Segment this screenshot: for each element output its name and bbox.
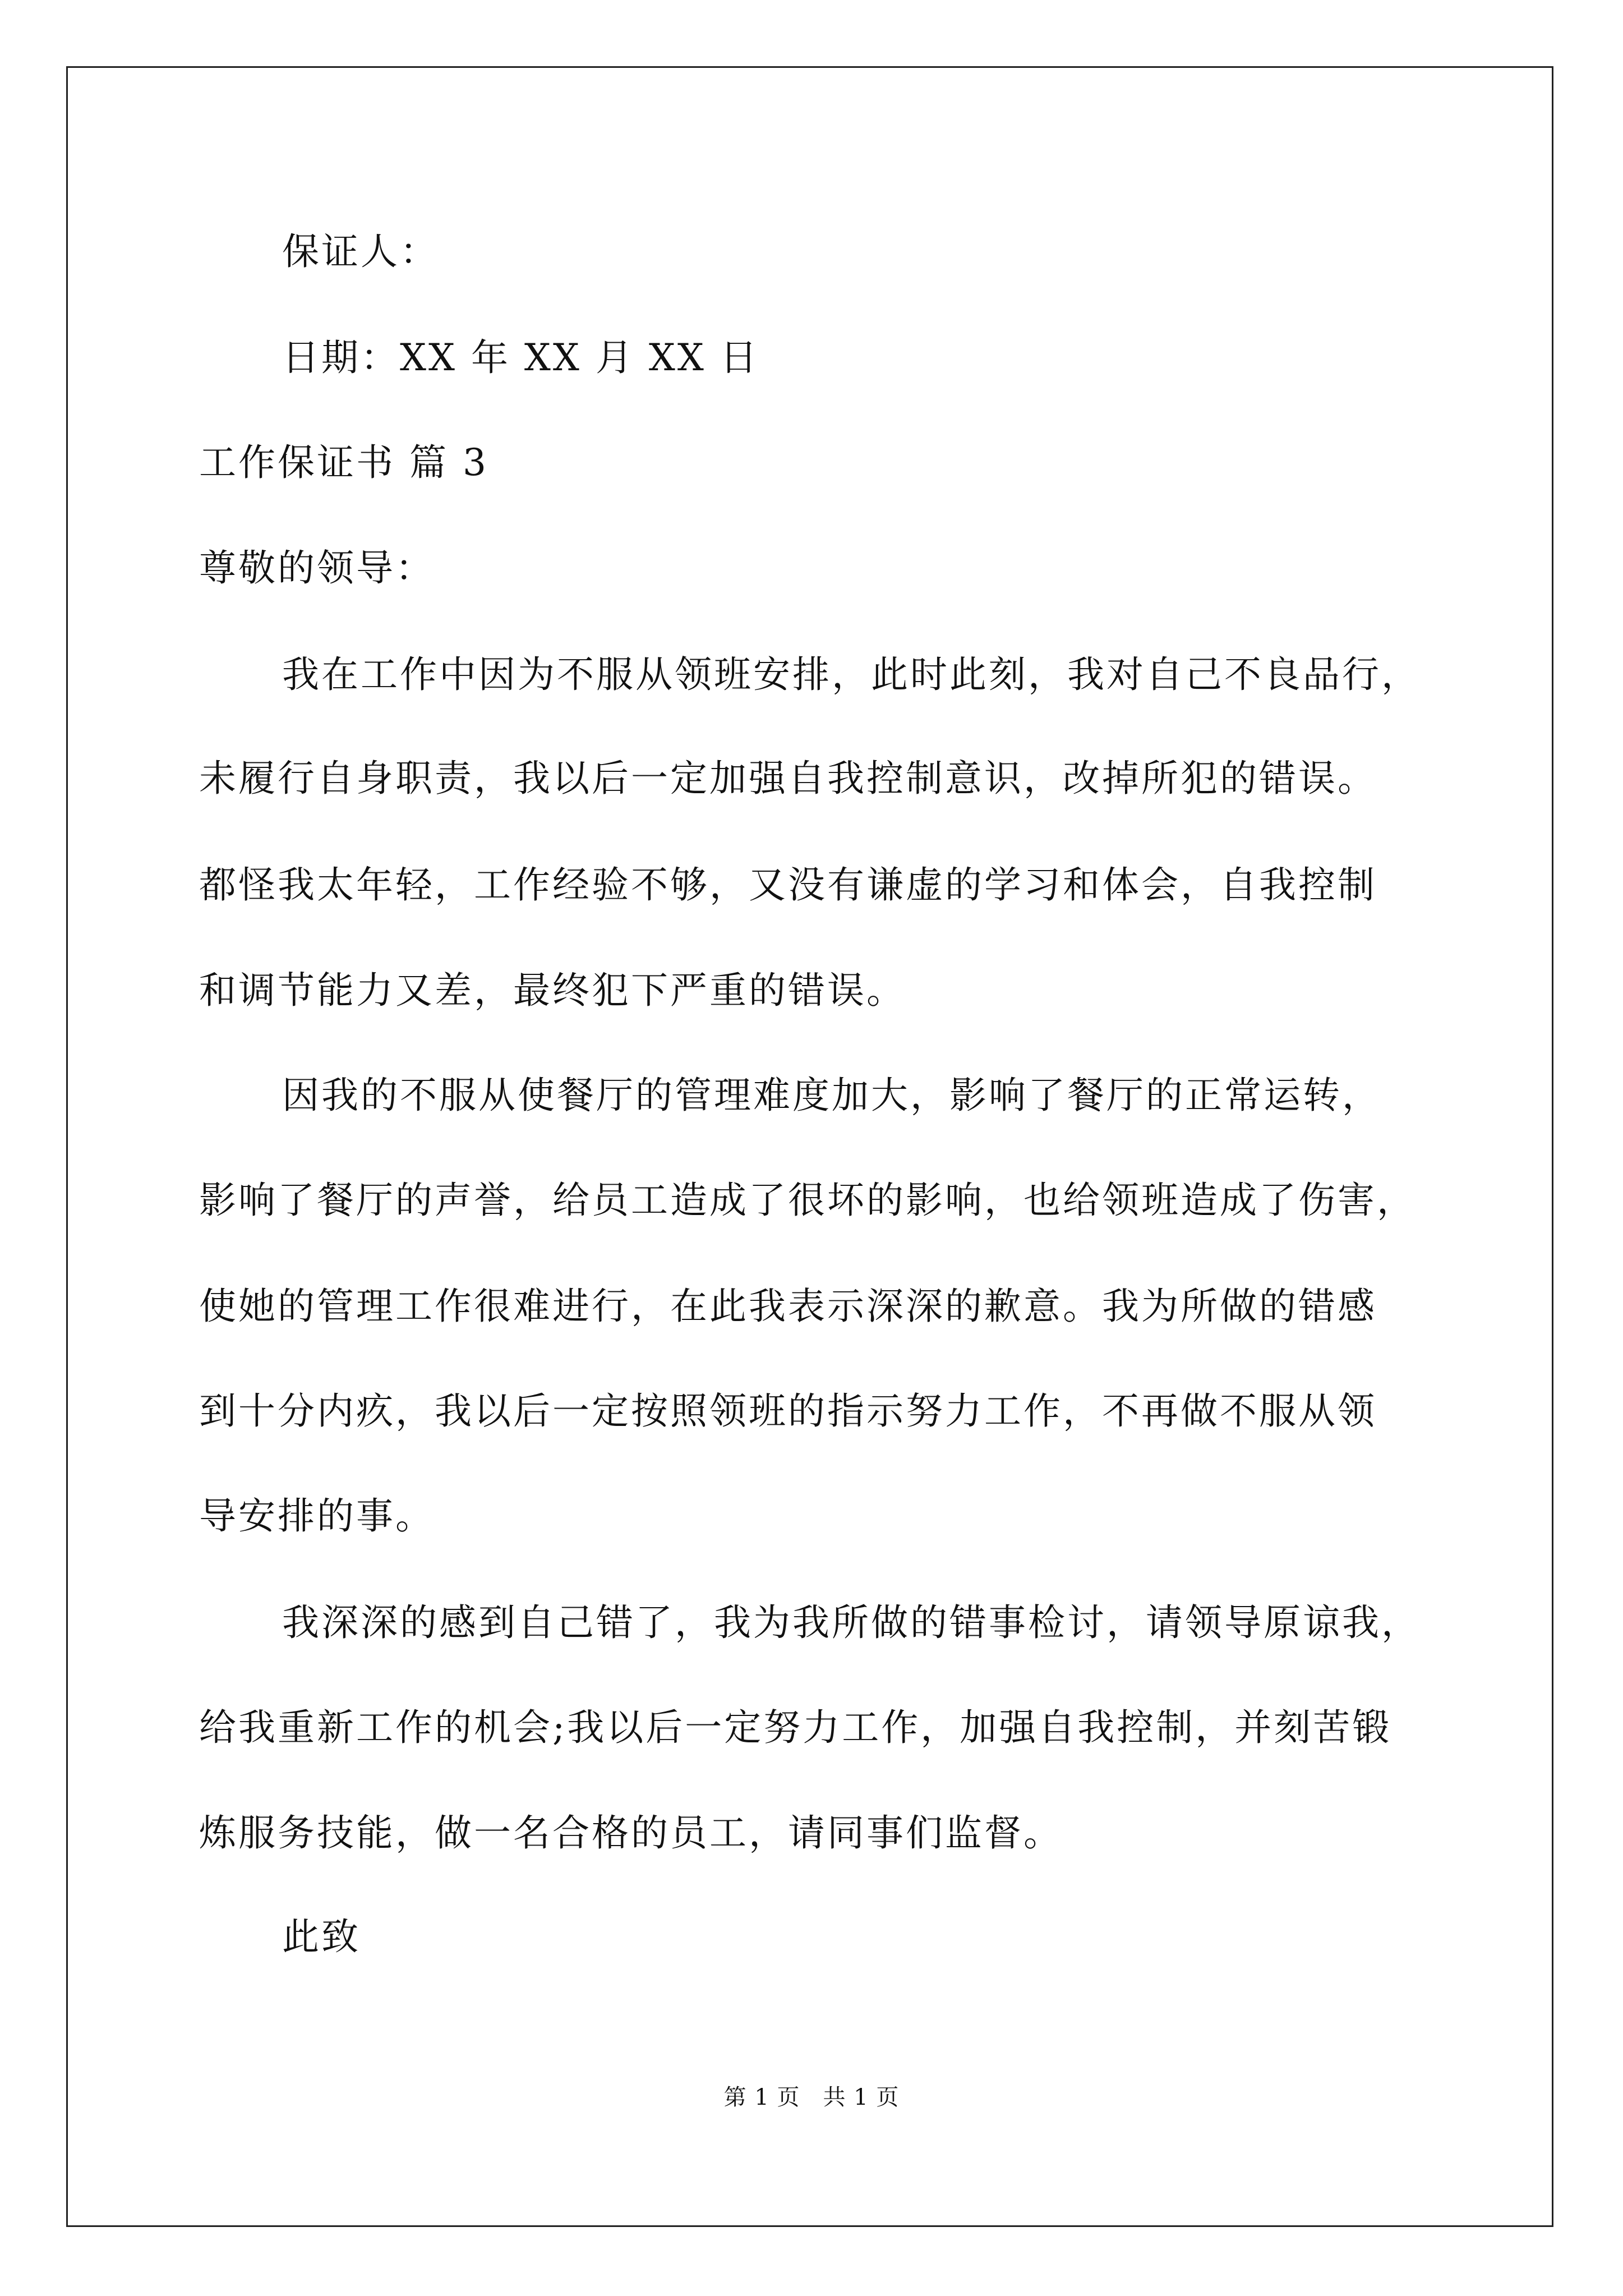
paragraph-3-line-2: 给我重新工作的机会;我以后一定努力工作，加强自我控制，并刻苦锻 (199, 1706, 1392, 1749)
paragraph-2-line-1: 因我的不服从使餐厅的管理难度加大，影响了餐厅的正常运转， (282, 1074, 1381, 1117)
paragraph-1-line-2: 未履行自身职责，我以后一定加强自我控制意识，改掉所犯的错误。 (199, 757, 1377, 800)
paragraph-2-line-2: 影响了餐厅的声誉，给员工造成了很坏的影响，也给领班造成了伤害， (199, 1179, 1416, 1222)
paragraph-1-line-1: 我在工作中因为不服从领班安排，此时此刻，我对自己不良品行， (282, 653, 1421, 696)
date-line: 日期：XX 年 XX 月 XX 日 (282, 336, 759, 379)
paragraph-1-line-3: 都怪我太年轻，工作经验不够，又没有谦虚的学习和体会，自我控制 (199, 863, 1377, 907)
paragraph-3-line-3: 炼服务技能，做一名合格的员工，请同事们监督。 (199, 1811, 1063, 1855)
closing-line: 此致 (282, 1915, 361, 1958)
section-title: 工作保证书 篇 3 (199, 441, 488, 484)
guarantor-line: 保证人： (282, 230, 439, 273)
paragraph-2-line-5: 导安排的事。 (199, 1494, 435, 1538)
paragraph-2-line-3: 使她的管理工作很难进行，在此我表示深深的歉意。我为所做的错感 (199, 1285, 1377, 1328)
page-border (66, 66, 1553, 2227)
paragraph-3-line-1: 我深深的感到自己错了，我为我所做的错事检讨，请领导原谅我， (282, 1601, 1421, 1644)
paragraph-1-line-4: 和调节能力又差，最终犯下严重的错误。 (199, 969, 906, 1012)
salutation: 尊敬的领导： (199, 546, 435, 590)
paragraph-2-line-4: 到十分内疚，我以后一定按照领班的指示努力工作，不再做不服从领 (199, 1389, 1377, 1433)
page-footer: 第 1 页 共 1 页 (723, 2085, 900, 2110)
